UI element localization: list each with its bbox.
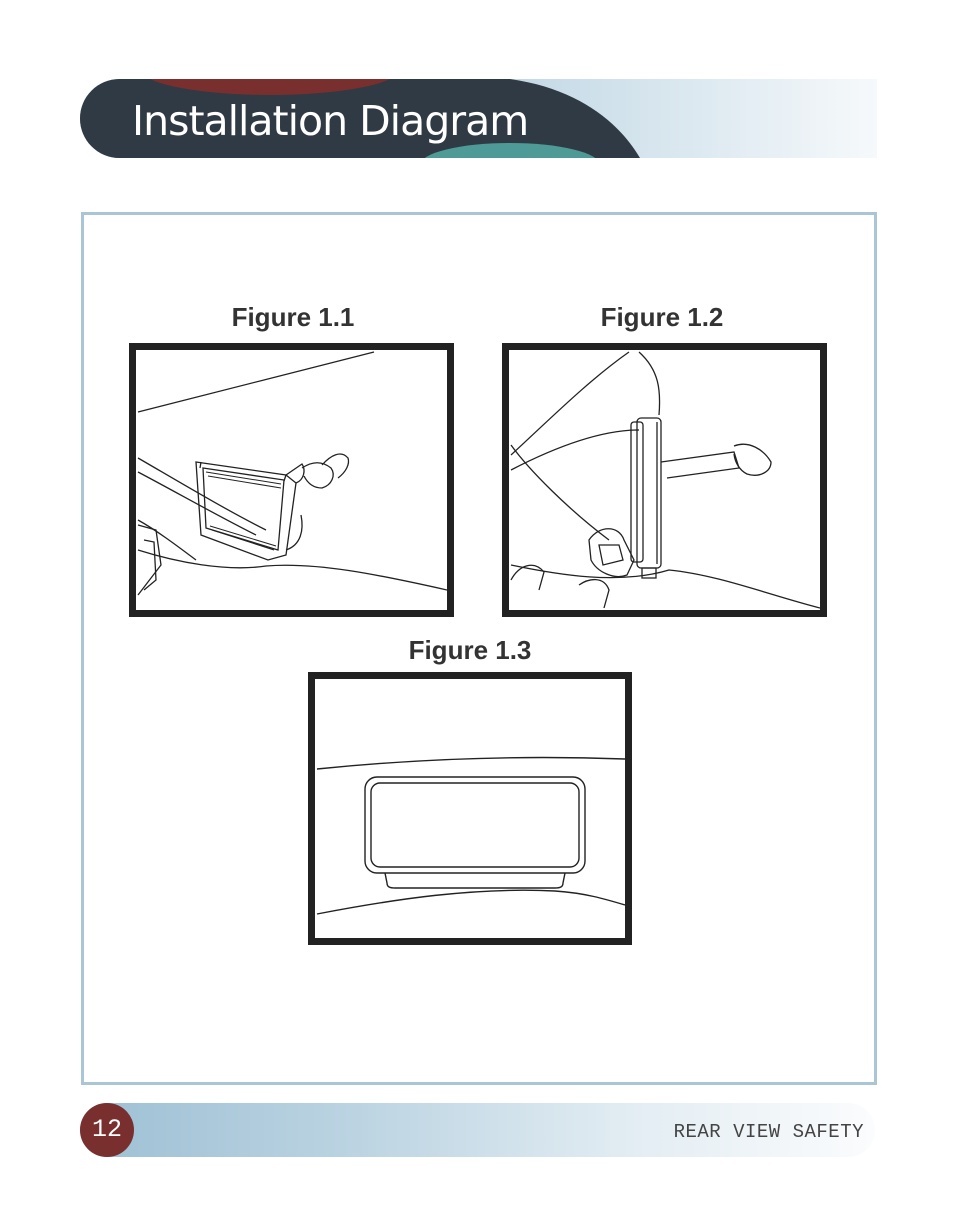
page-number: 12	[91, 1115, 122, 1144]
mirror-mount-side-view-illustration-icon	[136, 350, 447, 610]
mirror-mount-front-view-illustration-icon	[315, 679, 625, 938]
header-banner	[80, 79, 877, 158]
mirror-mount-rear-view-illustration-icon	[509, 350, 820, 610]
figure-1-2-label: Figure 1.2	[600, 302, 724, 332]
page-title: Installation Diagram	[132, 97, 529, 145]
figure-1-3-box	[308, 672, 632, 945]
footer-brand: REAR VIEW SAFETY	[673, 1121, 864, 1143]
figure-1-2-box	[502, 343, 827, 617]
figure-1-3-label: Figure 1.3	[408, 635, 532, 665]
figure-1-1-label: Figure 1.1	[231, 302, 355, 332]
figure-1-1-box	[129, 343, 454, 617]
